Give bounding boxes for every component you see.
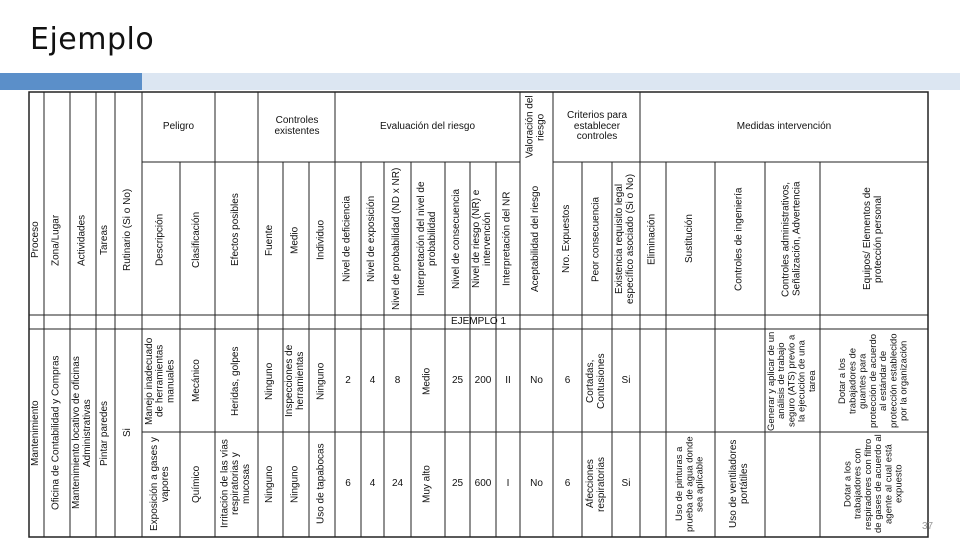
r1-efectos: Heridas, golpes: [230, 346, 242, 416]
r2-nd: 6: [345, 477, 351, 489]
r1-epp: Dotar a los trabajadores de guantes para protección de acuerdo al estándar de protección establecido por la organización: [837, 333, 910, 429]
sub-controles-ingenieria: Controles de ingeniería: [733, 187, 745, 291]
r1-expuestos: 6: [564, 374, 571, 386]
r1-fuente: Ninguno: [264, 362, 276, 400]
r2-legal: Si: [621, 477, 631, 489]
r2-efectos: Irritación de las vías respiratorias y mucosas: [219, 439, 252, 529]
r1-nd: 2: [345, 374, 351, 386]
group-evaluacion-riesgo: Evaluación del riesgo: [379, 120, 476, 132]
r1-np: 8: [394, 374, 401, 386]
r1-peor: Cortadas, Contusiones: [585, 353, 607, 409]
header-tareas: Tareas: [99, 225, 111, 256]
r1-inr: II: [505, 374, 511, 386]
r1-clasificacion: Mecánico: [191, 359, 203, 403]
r2-ingenieria: Uso de ventiladores portátiles: [728, 439, 750, 529]
header-proceso: Proceso: [30, 221, 42, 259]
r2-medio: Ninguno: [289, 465, 301, 503]
header-efectos-posibles: Efectos posibles: [230, 193, 242, 267]
sub-peor-consecuencia: Peor consecuencia: [590, 196, 602, 282]
r2-expuestos: 6: [564, 477, 571, 489]
header-zona-lugar: Zona/Lugar: [50, 214, 62, 266]
sub-interpretacion-nr: Interpretación del NR: [501, 191, 513, 287]
header-rutinario: Rutinario (Si o No): [122, 188, 134, 272]
group-controles-existentes: Controles existentes: [274, 115, 320, 137]
cell-proceso: Mantenimiento: [30, 400, 42, 466]
sub-nro-expuestos: Nro. Expuestos: [561, 204, 573, 274]
r1-legal: Si: [621, 374, 631, 386]
r2-nc: 25: [451, 477, 464, 489]
sub-nivel-riesgo: Nivel de riesgo (NR) e intervención: [471, 189, 493, 289]
r1-sustitucion: [666, 331, 715, 431]
group-peligro: Peligro: [162, 120, 195, 132]
r1-nc: 25: [451, 374, 464, 386]
r1-inp: Medio: [421, 367, 433, 395]
sub-epp: Equipos/ Elementos de protección personal: [862, 187, 884, 291]
r2-individuo: Uso de tapabocas: [315, 443, 327, 525]
sub-requisito-legal: Existencia requisito legal específico asociado (Si o No): [614, 173, 636, 305]
sub-clasificacion: Clasificación: [191, 211, 203, 269]
r2-sustitucion: Uso de pinturas a prueba de agua donde sea aplicable: [674, 436, 706, 532]
sub-eliminacion: Eliminación: [646, 213, 658, 265]
r1-ne: 4: [369, 374, 376, 386]
sub-nivel-consecuencia: Nivel de consecuencia: [451, 188, 463, 290]
r1-individuo: Ninguno: [315, 362, 327, 400]
r2-aceptabilidad: No: [530, 477, 543, 489]
cell-rutinario: Si: [122, 428, 134, 438]
group-valoracion-riesgo: Valoración del riesgo: [524, 95, 547, 159]
cell-actividades: Mantenimiento locativo de oficinas Administrativas: [71, 356, 93, 510]
sub-fuente: Fuente: [264, 224, 276, 256]
example-label: EJEMPLO 1: [450, 315, 507, 327]
r1-ingenieria: [715, 331, 765, 431]
sub-individuo: Individuo: [315, 219, 327, 261]
group-medidas-intervencion: Medidas intervención: [736, 120, 832, 132]
sub-controles-administrativos: Controles administrativos, Señalización, Advertencia: [780, 181, 803, 297]
cell-zona: Oficina de Contabilidad y Compras: [50, 355, 62, 511]
r2-administrativos: [765, 434, 820, 534]
cell-tareas: Pintar paredes: [99, 400, 111, 466]
r2-fuente: Ninguno: [264, 465, 276, 503]
r2-inr: I: [506, 477, 510, 489]
slide-title: Ejemplo: [30, 22, 155, 57]
r1-aceptabilidad: No: [530, 374, 543, 386]
sub-nivel-deficiencia: Nivel de deficiencia: [341, 195, 353, 283]
header-actividades: Actividades: [76, 214, 88, 266]
r1-medio: Inspecciones de herramientas: [284, 344, 306, 418]
r2-epp: Dotar a los trabajadores con respiradores con filtro de gases de acuerdo al agente al cual está expuesto: [842, 434, 905, 534]
r2-eliminacion: [640, 434, 666, 534]
sub-nivel-probabilidad: Nivel de probabilidad (ND x NR): [391, 167, 403, 311]
r2-np: 24: [391, 477, 404, 489]
sub-sustitucion: Sustitución: [684, 214, 696, 264]
sub-aceptabilidad-riesgo: Aceptabilidad del riesgo: [530, 185, 542, 293]
r2-ne: 4: [369, 477, 376, 489]
r2-nr: 600: [474, 477, 492, 489]
sub-nivel-exposicion: Nivel de exposición: [366, 195, 378, 283]
sub-interpretacion-probabilidad: Interpretación del nivel de probabilidad: [416, 181, 438, 297]
r2-peor: Afecciones respiratorias: [585, 456, 607, 512]
r1-nr: 200: [474, 374, 492, 386]
sub-medio: Medio: [289, 226, 301, 254]
r2-inp: Muy alto: [421, 465, 433, 503]
r1-eliminacion: [640, 331, 666, 431]
r2-descripcion: Exposición a gases y vapores: [149, 437, 171, 531]
r1-administrativos: Generar y aplicar de un análisis de trabajo seguro (ATS) previo a la ejecución de una tarea: [765, 331, 818, 431]
r2-clasificacion: Químico: [191, 465, 203, 503]
group-criterios-controles: Criterios para establecer controles: [566, 109, 628, 143]
page-number: 37: [922, 521, 934, 532]
sub-descripcion: Descripción: [154, 213, 166, 267]
r1-descripcion: Manejo inadecuado de herramientas manuales: [143, 337, 177, 425]
